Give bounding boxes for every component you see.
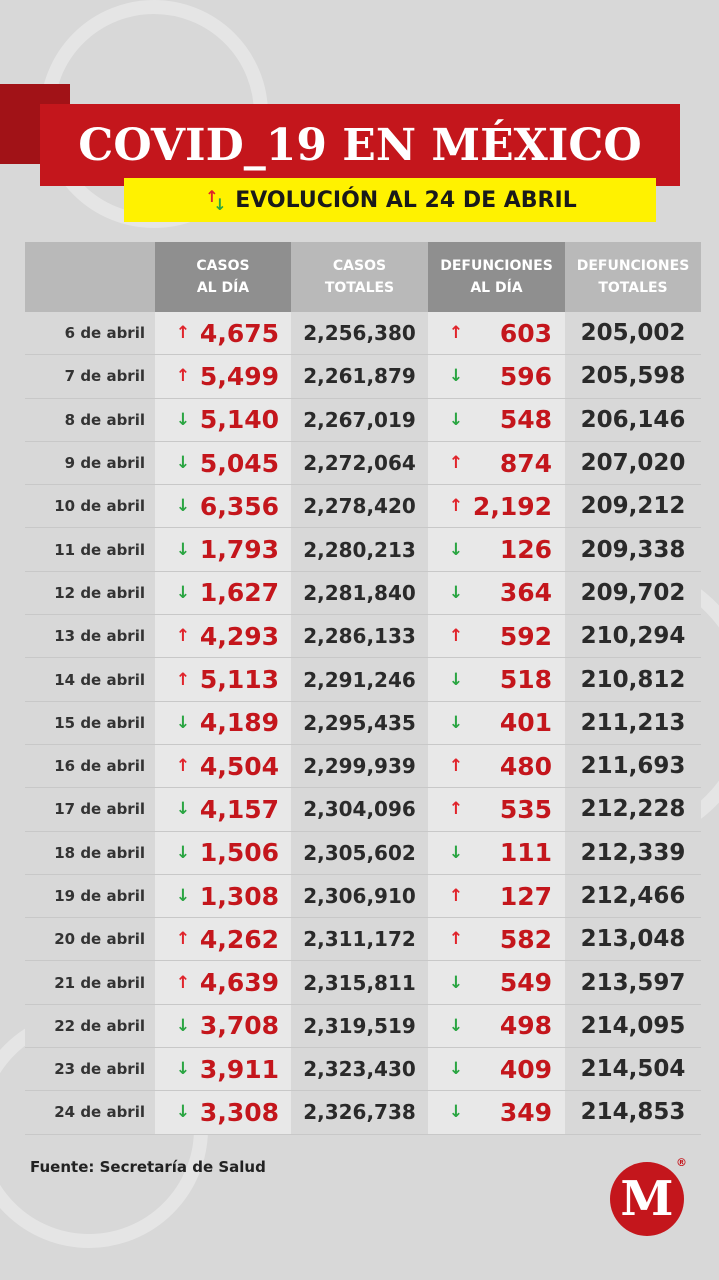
arrow-down-icon: ↓ — [448, 582, 464, 603]
row-date: 13 de abril — [25, 615, 155, 657]
registered-mark-icon: ® — [676, 1156, 687, 1169]
defunciones-totales-value: 207,020 — [565, 442, 701, 484]
casos-totales-value: 2,256,380 — [291, 312, 428, 354]
defunciones-dia-cell — [428, 442, 565, 484]
row-date: 10 de abril — [25, 485, 155, 527]
casos-totales-value: 2,286,133 — [291, 615, 428, 657]
arrow-up-icon: ↑ — [175, 669, 191, 690]
arrow-down-icon: ↓ — [175, 496, 191, 517]
defunciones-dia-value: 409 — [499, 1054, 552, 1084]
arrow-down-icon: ↓ — [448, 366, 464, 387]
table-row — [25, 832, 701, 875]
defunciones-totales-value: 206,146 — [565, 399, 701, 441]
defunciones-dia-value: 548 — [499, 405, 552, 435]
defunciones-dia-cell — [428, 615, 565, 657]
row-date: 9 de abril — [25, 442, 155, 484]
table-row — [25, 961, 701, 1004]
table-row — [25, 399, 701, 442]
arrow-down-icon: ↓ — [448, 1059, 464, 1080]
defunciones-dia-cell — [428, 745, 565, 787]
defunciones-dia-cell — [428, 355, 565, 397]
casos-dia-cell — [155, 485, 291, 527]
casos-dia-cell — [155, 832, 291, 874]
casos-dia-value: 4,293 — [199, 621, 279, 651]
row-date: 21 de abril — [25, 961, 155, 1003]
casos-dia-value: 1,308 — [199, 881, 279, 911]
subtitle-banner — [124, 178, 656, 222]
table-row — [25, 1005, 701, 1048]
defunciones-totales-value: 211,693 — [565, 745, 701, 787]
arrow-down-icon: ↓ — [175, 712, 191, 733]
covid-table — [25, 242, 701, 1135]
table-row — [25, 788, 701, 831]
defunciones-dia-cell — [428, 1091, 565, 1133]
table-row — [25, 442, 701, 485]
defunciones-totales-value: 205,598 — [565, 355, 701, 397]
casos-dia-value: 1,627 — [199, 578, 279, 608]
casos-totales-value: 2,280,213 — [291, 528, 428, 570]
casos-dia-value: 4,675 — [199, 318, 279, 348]
row-date: 16 de abril — [25, 745, 155, 787]
row-date: 23 de abril — [25, 1048, 155, 1090]
arrow-up-icon: ↑ — [175, 323, 191, 344]
casos-totales-value: 2,304,096 — [291, 788, 428, 830]
defunciones-dia-value: 364 — [499, 578, 552, 608]
arrow-down-icon: ↓ — [175, 582, 191, 603]
header-date — [25, 242, 155, 312]
casos-totales-value: 2,323,430 — [291, 1048, 428, 1090]
casos-dia-value: 6,356 — [199, 491, 279, 521]
row-date: 11 de abril — [25, 528, 155, 570]
table-body — [25, 312, 701, 1135]
casos-dia-cell — [155, 1091, 291, 1133]
casos-dia-value: 1,506 — [199, 838, 279, 868]
defunciones-dia-value: 2,192 — [472, 491, 552, 521]
arrow-up-icon: ↑ — [448, 929, 464, 950]
header-defunciones-totales: DEFUNCIONES TOTALES — [576, 258, 690, 296]
casos-totales-value: 2,272,064 — [291, 442, 428, 484]
arrow-down-icon: ↓ — [175, 886, 191, 906]
defunciones-dia-value: 582 — [499, 924, 552, 954]
casos-totales-value: 2,299,939 — [291, 745, 428, 787]
table-row — [25, 312, 701, 355]
casos-dia-cell — [155, 1048, 291, 1090]
casos-dia-cell — [155, 1005, 291, 1047]
casos-totales-value: 2,291,246 — [291, 658, 428, 700]
defunciones-dia-value: 127 — [499, 881, 552, 911]
defunciones-dia-cell — [428, 572, 565, 614]
row-date: 18 de abril — [25, 832, 155, 874]
defunciones-dia-value: 603 — [499, 318, 552, 348]
milenio-logo — [610, 1162, 684, 1236]
defunciones-dia-value: 126 — [499, 535, 552, 565]
row-date: 6 de abril — [25, 312, 155, 354]
casos-dia-value: 4,157 — [199, 794, 279, 824]
defunciones-totales-value: 212,228 — [565, 788, 701, 830]
arrow-up-icon: ↑ — [175, 366, 191, 387]
row-date: 15 de abril — [25, 702, 155, 744]
defunciones-totales-value: 209,338 — [565, 528, 701, 570]
arrow-up-icon: ↑ — [448, 886, 464, 906]
defunciones-totales-value: 209,212 — [565, 485, 701, 527]
row-date: 7 de abril — [25, 355, 155, 397]
defunciones-dia-cell — [428, 658, 565, 700]
casos-dia-cell — [155, 788, 291, 830]
casos-dia-cell — [155, 615, 291, 657]
logo-letter: M — [620, 1171, 674, 1227]
casos-dia-value: 4,639 — [199, 968, 279, 998]
table-row — [25, 745, 701, 788]
casos-totales-value: 2,315,811 — [291, 961, 428, 1003]
casos-dia-cell — [155, 702, 291, 744]
arrow-down-icon: ↓ — [175, 409, 191, 430]
casos-totales-value: 2,281,840 — [291, 572, 428, 614]
defunciones-dia-cell — [428, 918, 565, 960]
arrow-down-icon: ↓ — [448, 972, 464, 993]
casos-dia-value: 4,262 — [199, 924, 279, 954]
defunciones-dia-value: 518 — [499, 665, 552, 695]
defunciones-dia-value: 401 — [499, 708, 552, 738]
defunciones-dia-value: 549 — [499, 968, 552, 998]
arrow-up-icon: ↑ — [175, 626, 191, 647]
header-defunciones-dia: DEFUNCIONES AL DÍA — [428, 242, 565, 312]
table-header — [25, 242, 701, 312]
casos-dia-cell — [155, 658, 291, 700]
defunciones-dia-value: 480 — [499, 751, 552, 781]
table-row — [25, 702, 701, 745]
casos-dia-cell — [155, 355, 291, 397]
casos-totales-value: 2,306,910 — [291, 875, 428, 917]
casos-dia-cell — [155, 399, 291, 441]
defunciones-dia-cell — [428, 399, 565, 441]
defunciones-dia-cell — [428, 875, 565, 917]
arrow-down-icon: ↓ — [448, 842, 464, 863]
table-row — [25, 528, 701, 571]
casos-dia-cell — [155, 875, 291, 917]
arrow-down-icon: ↓ — [448, 1015, 464, 1036]
defunciones-dia-cell — [428, 528, 565, 570]
defunciones-dia-value: 111 — [499, 838, 552, 868]
arrow-up-icon: ↑ — [175, 972, 191, 993]
arrow-down-icon: ↓ — [448, 539, 464, 560]
defunciones-dia-value: 596 — [499, 361, 552, 391]
source-note: Fuente: Secretaría de Salud — [30, 1158, 266, 1176]
arrow-down-icon: ↓ — [175, 842, 191, 863]
header-casos-dia: CASOS AL DÍA — [155, 242, 291, 312]
arrow-down-icon: ↓ — [448, 712, 464, 733]
row-date: 19 de abril — [25, 875, 155, 917]
row-date: 12 de abril — [25, 572, 155, 614]
arrow-up-icon: ↑ — [448, 756, 464, 777]
defunciones-totales-value: 210,294 — [565, 615, 701, 657]
title-banner — [40, 104, 680, 186]
casos-dia-value: 1,793 — [199, 535, 279, 565]
defunciones-dia-cell — [428, 1005, 565, 1047]
page-title: COVID_19 EN MÉXICO — [78, 119, 642, 171]
casos-dia-value: 5,499 — [199, 361, 279, 391]
defunciones-totales-value: 214,853 — [565, 1091, 701, 1133]
arrow-down-icon: ↓ — [175, 539, 191, 560]
arrow-up-icon: ↑ — [448, 323, 464, 344]
casos-totales-value: 2,278,420 — [291, 485, 428, 527]
arrow-up-icon: ↑ — [175, 756, 191, 777]
row-date: 17 de abril — [25, 788, 155, 830]
defunciones-totales-value: 210,812 — [565, 658, 701, 700]
casos-totales-value: 2,326,738 — [291, 1091, 428, 1133]
arrow-up-icon: ↑ — [448, 626, 464, 647]
table-row — [25, 918, 701, 961]
arrow-down-icon: ↓ — [448, 1102, 464, 1123]
defunciones-totales-value: 212,466 — [565, 875, 701, 917]
defunciones-dia-cell — [428, 832, 565, 874]
table-row — [25, 1091, 701, 1134]
table-row — [25, 1048, 701, 1091]
defunciones-totales-value: 211,213 — [565, 702, 701, 744]
defunciones-dia-value: 874 — [499, 448, 552, 478]
casos-dia-cell — [155, 312, 291, 354]
header-casos-totales: CASOS TOTALES — [324, 258, 395, 296]
casos-dia-cell — [155, 918, 291, 960]
defunciones-dia-value: 535 — [499, 794, 552, 824]
subtitle: EVOLUCIÓN AL 24 DE ABRIL — [235, 187, 577, 213]
defunciones-dia-value: 592 — [499, 621, 552, 651]
table-row — [25, 615, 701, 658]
casos-dia-cell — [155, 745, 291, 787]
casos-dia-value: 3,308 — [199, 1097, 279, 1127]
arrow-up-icon: ↑ — [448, 799, 464, 820]
casos-dia-value: 4,189 — [199, 708, 279, 738]
casos-dia-cell — [155, 528, 291, 570]
defunciones-totales-value: 214,095 — [565, 1005, 701, 1047]
defunciones-dia-cell — [428, 961, 565, 1003]
table-row — [25, 658, 701, 701]
arrow-down-icon: ↓ — [448, 409, 464, 430]
defunciones-totales-value: 205,002 — [565, 312, 701, 354]
casos-dia-value: 3,708 — [199, 1011, 279, 1041]
arrow-up-icon: ↑ — [448, 496, 464, 517]
casos-dia-value: 5,113 — [199, 665, 279, 695]
arrow-down-icon: ↓ — [175, 1102, 191, 1123]
defunciones-dia-cell — [428, 312, 565, 354]
defunciones-dia-cell — [428, 1048, 565, 1090]
defunciones-dia-cell — [428, 485, 565, 527]
table-row — [25, 875, 701, 918]
defunciones-dia-cell — [428, 702, 565, 744]
defunciones-totales-value: 212,339 — [565, 832, 701, 874]
trend-arrows-icon: ↑ ↓ — [205, 187, 227, 214]
arrow-up-icon: ↑ — [448, 453, 464, 474]
row-date: 8 de abril — [25, 399, 155, 441]
casos-dia-value: 5,045 — [199, 448, 279, 478]
defunciones-totales-value: 209,702 — [565, 572, 701, 614]
arrow-down-icon: ↓ — [175, 1015, 191, 1036]
arrow-down-icon: ↓ — [448, 669, 464, 690]
casos-totales-value: 2,311,172 — [291, 918, 428, 960]
casos-dia-value: 4,504 — [199, 751, 279, 781]
arrow-down-icon: ↓ — [175, 453, 191, 474]
row-date: 24 de abril — [25, 1091, 155, 1133]
defunciones-totales-value: 213,597 — [565, 961, 701, 1003]
casos-dia-value: 5,140 — [199, 405, 279, 435]
casos-dia-cell — [155, 961, 291, 1003]
casos-dia-cell — [155, 442, 291, 484]
defunciones-dia-value: 498 — [499, 1011, 552, 1041]
row-date: 22 de abril — [25, 1005, 155, 1047]
casos-totales-value: 2,267,019 — [291, 399, 428, 441]
defunciones-totales-value: 213,048 — [565, 918, 701, 960]
casos-dia-value: 3,911 — [199, 1054, 279, 1084]
defunciones-dia-value: 349 — [499, 1097, 552, 1127]
table-row — [25, 485, 701, 528]
row-date: 14 de abril — [25, 658, 155, 700]
arrow-down-icon: ↓ — [175, 799, 191, 820]
casos-totales-value: 2,319,519 — [291, 1005, 428, 1047]
table-row — [25, 572, 701, 615]
arrow-up-icon: ↑ — [175, 929, 191, 950]
defunciones-dia-cell — [428, 788, 565, 830]
casos-totales-value: 2,295,435 — [291, 702, 428, 744]
casos-totales-value: 2,261,879 — [291, 355, 428, 397]
defunciones-totales-value: 214,504 — [565, 1048, 701, 1090]
casos-totales-value: 2,305,602 — [291, 832, 428, 874]
table-row — [25, 355, 701, 398]
row-date: 20 de abril — [25, 918, 155, 960]
casos-dia-cell — [155, 572, 291, 614]
arrow-down-icon: ↓ — [175, 1059, 191, 1080]
